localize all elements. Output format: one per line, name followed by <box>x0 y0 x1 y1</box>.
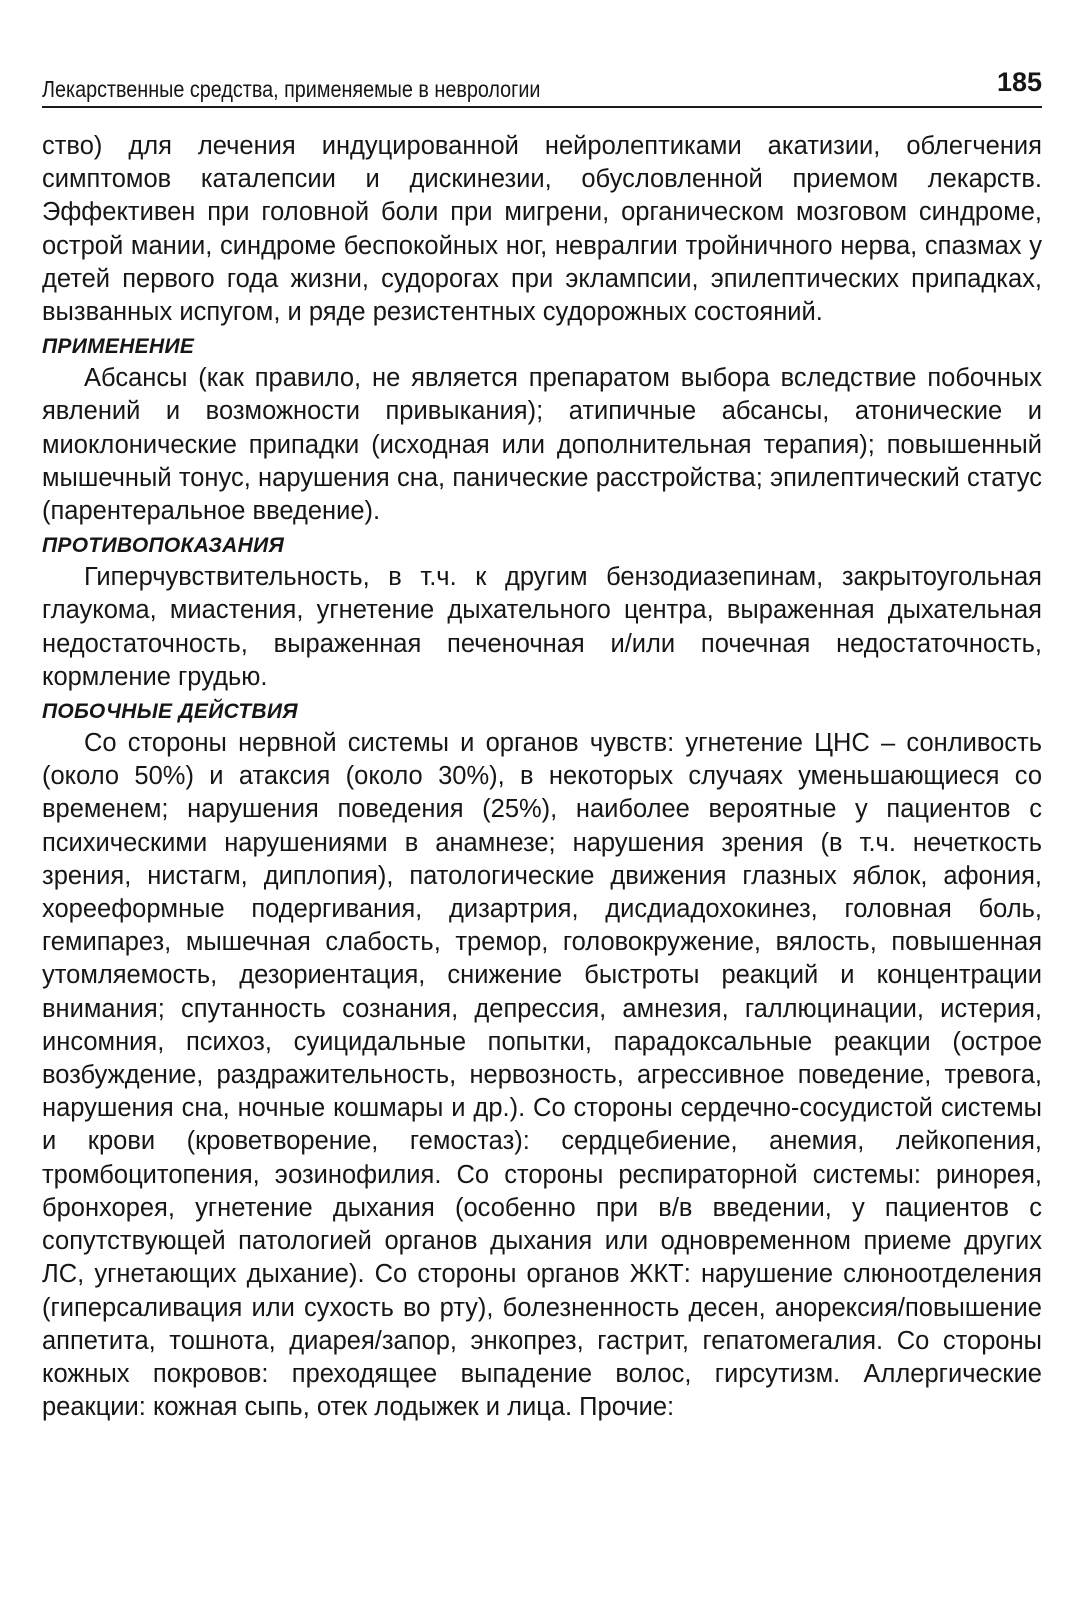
section-text-application: Абсансы (как правило, не является препаратом выбора вследствие побочных явлений и возможности привыкания); атипичные абсансы, атонические и миоклонические припадки (исходная или дополнительная терапия); повышенный мышечный тонус, нарушения сна, панические расстройства; эпилептический статус (парентеральное введение). <box>42 364 1042 526</box>
page-body <box>42 130 1042 1424</box>
section-text-side-effects: Со стороны нервной системы и органов чувств: угнетение ЦНС – сонливость (около 50%) и атаксия (около 30%), в некоторых случаях уменьшающиеся со временем; нарушения поведения (25%), наиболее вероятные у пациентов с психическими нарушениями в анамнезе; нарушения зрения (в т.ч. нечеткость зрения, нистагм, диплопия), патологические движения глазных яблок, афония, хорееформные подергивания, дизартрия, дисдиадохокинез, головная боль, гемипарез, мышечная слабость, тремор, головокружение, вялость, повышенная утомляемость, дезориентация, снижение быстроты реакций и концентрации внимания; спутанность сознания, депрессия, амнезия, галлюцинации, истерия, инсомния, психоз, суицидальные попытки, парадоксальные реакции (острое возбуждение, раздражительность, нервозность, агрессивное поведение, тревога, нарушения сна, ночные кошмары и др.). Со стороны сердечно-сосудистой системы и крови (кроветворение, гемостаз): сердцебиение, анемия, лейкопения, тромбоцитопения, эозинофилия. Со стороны респираторной системы: ринорея, бронхорея, угнетение дыхания (особенно при в/в введении, у пациентов с сопутствующей патологией органов дыхания или одновременном приеме других ЛС, угнетающих дыхание). Со стороны органов ЖКТ: нарушение слюноотделения (гиперсаливация или сухость во рту), болезненность десен, анорексия/повышение аппетита, тошнота, диарея/запор, энкопрез, гастрит, гепатомегалия. Со стороны кожных покровов: преходящее выпадение волос, гирсутизм. Аллергические реакции: кожная сыпь, отек лодыжек и лица. Прочие: <box>42 729 1042 1422</box>
intro-paragraph: ство) для лечения индуцированной нейролептиками акатизии, облегчения симптомов каталепсии и дискинезии, обусловленной приемом лекарств. Эффективен при головной боли при мигрени, органическом мозговом синдроме, острой мании, синдроме беспокойных ног, невралгии тройничного нерва, спазмах у детей первого года жизни, судорогах при эклампсии, эпилептических припадках, вызванных испугом, и ряде резистентных судорожных состояний. <box>42 132 1042 327</box>
running-header <box>42 60 1042 108</box>
section-heading-application: ПРИМЕНЕНИЕ <box>42 335 195 359</box>
running-title: Лекарственные средства, применяемые в неврологии <box>42 76 541 102</box>
section-heading-contraindications: ПРОТИВОПОКАЗАНИЯ <box>42 534 285 558</box>
section-heading-side-effects: ПОБОЧНЫЕ ДЕЙСТВИЯ <box>42 700 298 724</box>
book-page <box>42 60 1042 1424</box>
page-number: 185 <box>996 67 1042 97</box>
section-text-contraindications: Гиперчувствительность, в т.ч. к другим бензодиазепинам, закрытоугольная глаукома, миастения, угнетение дыхательного центра, выраженная дыхательная недостаточность, выраженная печеночная и/или почечная недостаточность, кормление грудью. <box>42 563 1042 691</box>
